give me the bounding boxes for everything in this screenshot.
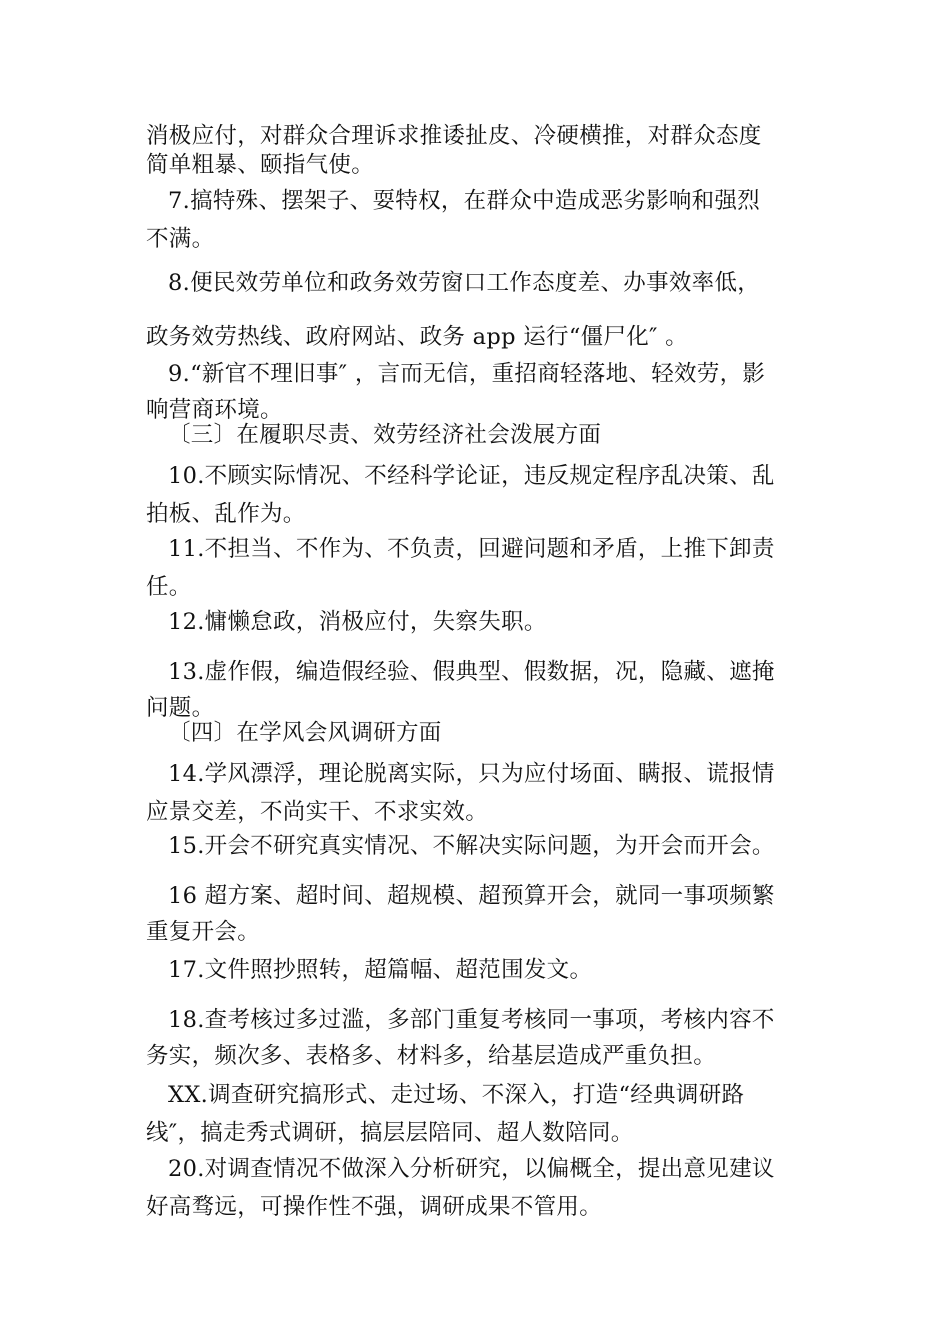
text-line: 消极应付，对群众合理诉求推诿扯皮、冷硬横推，对群众态度 xyxy=(146,123,762,149)
text-line: 12.慵懒怠政，消极应付，失察失职。 xyxy=(168,609,547,635)
text-line: 重复开会。 xyxy=(146,919,261,945)
text-line: 10.不顾实际情况、不经科学论证，违反规定程序乱决策、乱 xyxy=(168,463,775,489)
paragraph-15 xyxy=(146,829,810,863)
paragraph-8 xyxy=(146,256,810,364)
paragraph-18 xyxy=(146,1002,810,1074)
text-line: 15.开会不研究真实情况、不解决实际问题，为开会而开会。 xyxy=(168,833,775,859)
text-line: 11.不担当、不作为、不负责，回避问题和矛盾，上推下卸责 xyxy=(168,536,775,562)
text-line: 17.文件照抄照转，超篇幅、超范围发文。 xyxy=(168,957,593,983)
paragraph-6-continued xyxy=(146,122,810,180)
text-line: 14.学风漂浮，理论脱离实际，只为应付场面、瞒报、谎报情 xyxy=(168,761,775,787)
paragraph-13 xyxy=(146,654,810,726)
section-heading-3 xyxy=(146,420,810,450)
paragraph-16 xyxy=(146,878,810,950)
paragraph-20 xyxy=(146,1150,810,1226)
paragraph-xx xyxy=(146,1076,810,1152)
text-line: 20.对调查情况不做深入分析研究，以偏概全，提出意见建议 xyxy=(168,1156,775,1182)
text-line: 13.虚作假，编造假经验、假典型、假数据，况，隐藏、遮掩 xyxy=(168,659,775,685)
text-line: XX.调查研究搞形式、走过场、不深入，打造“经典调研路 xyxy=(168,1082,745,1108)
heading-text: 〔三〕在履职尽责、效劳经济社会泼展方面 xyxy=(168,422,602,448)
paragraph-10 xyxy=(146,457,810,533)
text-line: 线″，搞走秀式调研，搞层层陪同、超人数陪同。 xyxy=(146,1120,634,1146)
text-line: 拍板、乱作为。 xyxy=(146,501,306,527)
paragraph-7 xyxy=(146,182,810,258)
text-line: 简单粗暴、颐指气使。 xyxy=(146,152,375,178)
text-line: 16 超方案、超时间、超规模、超预算开会，就同一事项频繁 xyxy=(168,883,775,909)
text-line: 应景交差，不尚实干、不求实效。 xyxy=(146,799,489,825)
text-line: 问题。 xyxy=(146,695,215,721)
text-line: 务实，频次多、表格多、材料多，给基层造成严重负担。 xyxy=(146,1043,717,1069)
text-line: 政务效劳热线、政府网站、政务 app 运行“僵尸化″ 。 xyxy=(146,324,688,350)
text-line: 好高骛远，可操作性不强，调研成果不管用。 xyxy=(146,1194,603,1220)
text-line: 不满。 xyxy=(146,226,215,252)
text-line: 任。 xyxy=(146,574,192,600)
heading-text: 〔四〕在学风会风调研方面 xyxy=(168,720,442,746)
paragraph-11 xyxy=(146,530,810,606)
paragraph-17 xyxy=(146,953,810,987)
paragraph-12 xyxy=(146,605,810,639)
section-heading-4 xyxy=(146,718,810,748)
text-line: 9.“新官不理旧事″ ，言而无信，重招商轻落地、轻效劳，影 xyxy=(168,361,766,387)
text-line: 18.查考核过多过滥，多部门重复考核同一事项，考核内容不 xyxy=(168,1007,775,1033)
text-line: 8.便民效劳单位和政务效劳窗口工作态度差、办事效率低， xyxy=(168,270,761,296)
paragraph-9 xyxy=(146,356,810,428)
text-line: 响营商环境。 xyxy=(146,397,283,423)
text-line: 7.搞特殊、摆架子、耍特权，在群众中造成恶劣影响和强烈 xyxy=(168,188,761,214)
paragraph-14 xyxy=(146,755,810,831)
